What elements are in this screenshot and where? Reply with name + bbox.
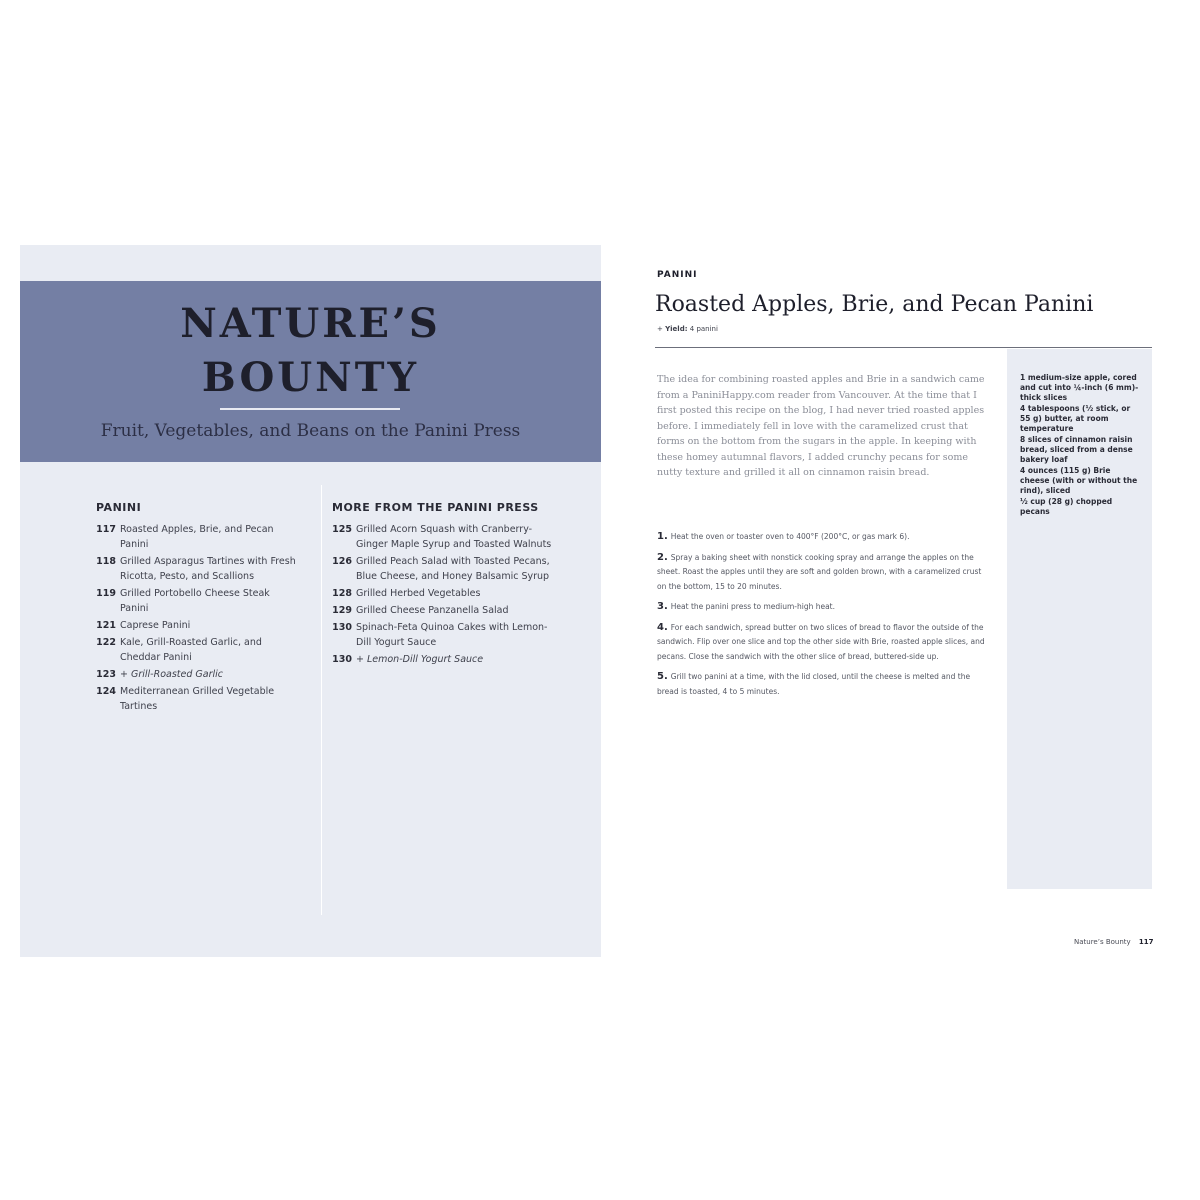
method-step — [657, 530, 987, 545]
toc-entry — [332, 522, 552, 552]
toc-entry-title: Grilled Portobello Cheese Steak Panini — [120, 588, 270, 614]
step-number: 1. — [657, 531, 668, 542]
toc-page-number: 128 — [332, 588, 352, 599]
toc-entry-title: Grilled Peach Salad with Toasted Pecans, Blue Cheese, and Honey Balsamic Syrup — [356, 556, 550, 582]
method-step — [657, 551, 987, 595]
running-footer: Nature’s Bounty — [1074, 938, 1131, 946]
step-number: 5. — [657, 671, 668, 682]
toc-page-number: 121 — [96, 620, 116, 631]
toc-entry-title: + Grill-Roasted Garlic — [120, 669, 223, 680]
method-step — [657, 600, 987, 615]
toc-entry — [96, 667, 296, 682]
yield-value: 4 panini — [689, 325, 718, 333]
toc-column-divider — [321, 485, 322, 915]
toc-entry-title: Roasted Apples, Brie, and Pecan Panini — [120, 524, 274, 550]
method-step — [657, 621, 987, 665]
toc-page-number: 129 — [332, 605, 352, 616]
chapter-title — [20, 297, 601, 405]
recipe-title: Roasted Apples, Brie, and Pecan Panini — [655, 292, 1094, 317]
toc-entry — [96, 684, 296, 714]
step-text: Heat the oven or toaster oven to 400°F (200°C, or gas mark 6). — [670, 532, 910, 541]
toc-entry-title: + Lemon-Dill Yogurt Sauce — [356, 654, 484, 665]
toc-entry — [96, 554, 296, 584]
toc-entry — [332, 586, 552, 601]
toc-heading: MORE FROM THE PANINI PRESS — [332, 501, 539, 514]
step-number: 4. — [657, 621, 668, 633]
toc-page-number: 118 — [96, 556, 116, 567]
toc-entry-title: Grilled Asparagus Tartines with Fresh Ricotta, Pesto, and Scallions — [120, 556, 296, 582]
toc-entry — [332, 620, 552, 650]
toc-entry — [332, 554, 552, 584]
step-number: 3. — [657, 601, 668, 612]
toc-page-number: 124 — [96, 686, 116, 697]
ingredient-item: 8 slices of cinnamon raisin bread, sliced from a dense bakery loaf — [1020, 435, 1133, 464]
toc-entry-title: Grilled Acorn Squash with Cranberry-Ginger Maple Syrup and Toasted Walnuts — [356, 524, 552, 550]
section-label: PANINI — [657, 270, 698, 280]
step-number: 2. — [657, 551, 668, 563]
toc-entry-title: Grilled Herbed Vegetables — [356, 588, 481, 599]
toc-entry — [96, 522, 296, 552]
toc-entry — [96, 618, 296, 633]
toc-heading: PANINI — [96, 501, 142, 514]
toc-page-number: 130 — [332, 622, 352, 633]
toc-entry — [332, 652, 552, 667]
step-text: Grill two panini at a time, with the lid closed, until the cheese is melted and the bread is toasted, 4 to 5 minutes. — [657, 672, 971, 696]
title-divider — [220, 408, 400, 410]
toc-entry-title: Mediterranean Grilled Vegetable Tartines — [120, 686, 275, 712]
chapter-title-line-2: BOUNTY — [201, 354, 420, 401]
toc-entry-title: Caprese Panini — [120, 620, 191, 631]
step-text: Heat the panini press to medium-high heat. — [670, 602, 836, 611]
method-step — [657, 670, 987, 699]
chapter-title-line-1: NATURE’S — [180, 300, 441, 347]
toc-entry-title: Grilled Cheese Panzanella Salad — [356, 605, 509, 616]
ingredients-list — [1020, 373, 1142, 518]
toc-page-number: 122 — [96, 637, 116, 648]
ingredient-item: 1 medium-size apple, cored and cut into ¼-inch (6 mm)-thick slices — [1020, 373, 1139, 402]
toc-page-number: 119 — [96, 588, 116, 599]
step-text: Spray a baking sheet with nonstick cooking spray and arrange the apples on the sheet. Roast the apples until they are soft and golden brown, with a caramelized crust on the bottom, 15 to 20 minutes. — [657, 552, 982, 591]
page-footer — [1074, 938, 1154, 946]
step-text: For each sandwich, spread butter on two slices of bread to flavor the outside of the sandwich. Flip over one slice and top the other side with Brie, roasted apple slices, and pecans. Close the sandwich with the other slice of bread, buttered-side up. — [657, 622, 985, 661]
ingredient-item: 4 tablespoons (½ stick, or 55 g) butter, at room temperature — [1020, 404, 1131, 433]
ingredient-item: 4 ounces (115 g) Brie cheese (with or without the rind), sliced — [1020, 466, 1138, 495]
chapter-opener-page — [20, 245, 601, 957]
toc-entry-title: Kale, Grill-Roasted Garlic, and Cheddar Panini — [120, 637, 262, 663]
chapter-subtitle: Fruit, Vegetables, and Beans on the Panini Press — [100, 421, 521, 441]
header-rule — [655, 347, 1152, 348]
toc-entry — [96, 635, 296, 665]
toc-entry — [96, 586, 296, 616]
method-steps — [657, 530, 987, 705]
toc-page-number: 126 — [332, 556, 352, 567]
toc-entry — [332, 603, 552, 618]
toc-page-number: 117 — [96, 524, 116, 535]
toc-page-number: 123 — [96, 669, 116, 680]
yield-line: + Yield: 4 panini — [657, 325, 718, 333]
toc-column-panini — [96, 501, 296, 716]
toc-page-number: 130 — [332, 654, 352, 665]
toc-column-more — [332, 501, 552, 669]
ingredient-item: ½ cup (28 g) chopped pecans — [1020, 497, 1113, 516]
yield-label: Yield: — [665, 325, 688, 333]
recipe-intro: The idea for combining roasted apples and Brie in a sandwich came from a PaniniHappy.com reader from Vancouver. At the time that I first posted this recipe on the blog, I had never tried roasted apples before. I immediately fell in love with the caramelized crust that forms on the bottom from the sugars in the apple. In keeping with these homey autumnal flavors, I added crunchy pecans for some nutty texture and grilled it all on cinnamon raisin bread. — [657, 374, 985, 478]
page-number: 117 — [1138, 938, 1154, 946]
toc-page-number: 125 — [332, 524, 352, 535]
toc-entry-title: Spinach-Feta Quinoa Cakes with Lemon-Dill Yogurt Sauce — [356, 622, 548, 648]
